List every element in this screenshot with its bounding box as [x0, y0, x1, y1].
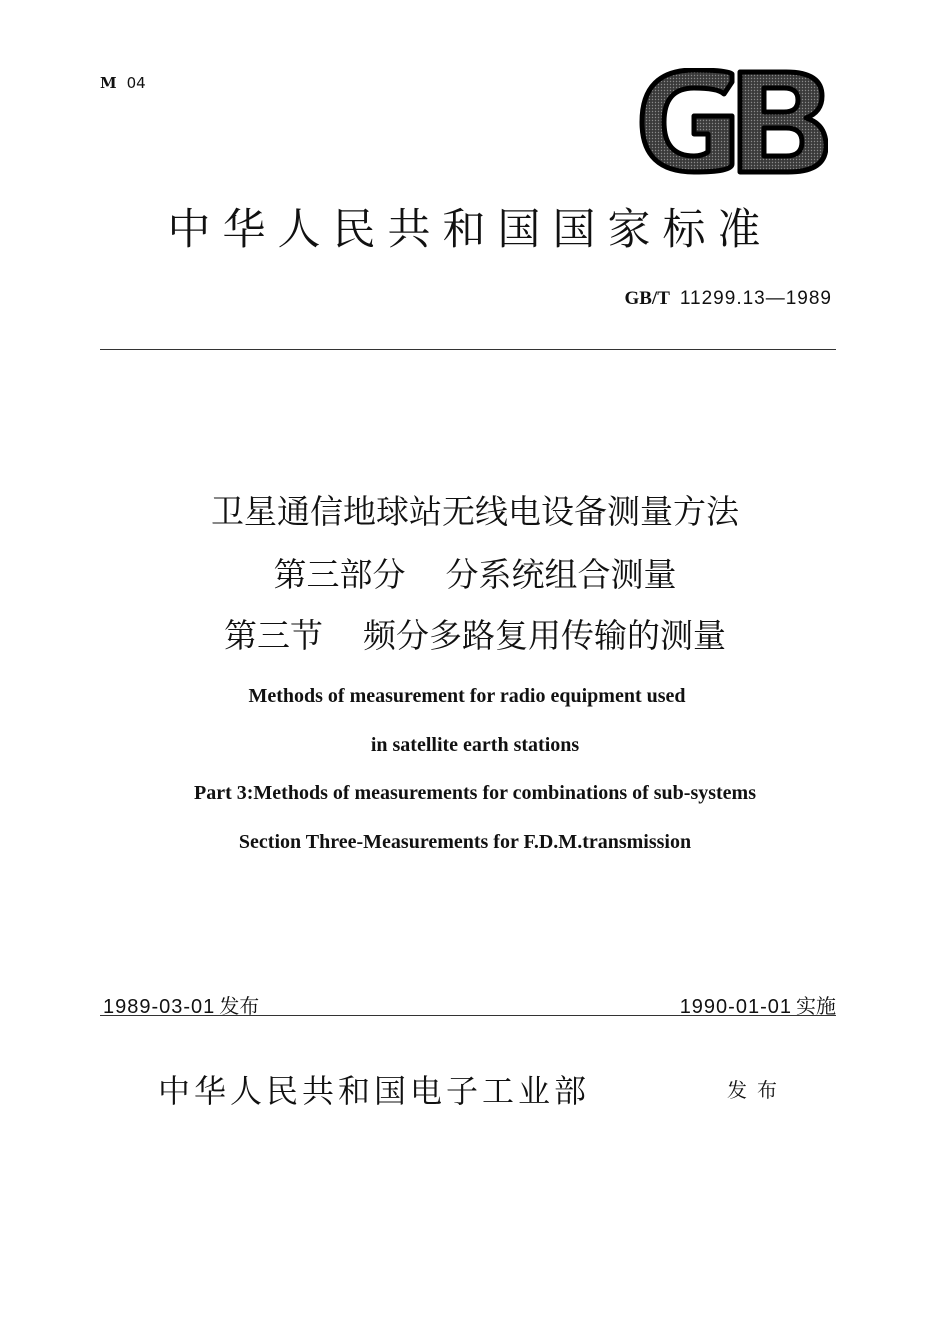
issuing-authority: 中华人民共和国电子工业部 — [158, 1072, 591, 1110]
part-label: 第三部分 — [273, 555, 406, 594]
classification-number: 04 — [126, 74, 146, 92]
chinese-title-line-2 — [0, 549, 950, 596]
section-title: 频分多路复用传输的测量 — [363, 616, 726, 655]
bottom-divider — [100, 1015, 836, 1016]
gb-logo — [636, 68, 828, 176]
chinese-title-line-3 — [0, 610, 950, 657]
english-title-line-3: Part 3:Methods of measurements for combinations of sub-systems — [194, 782, 756, 804]
national-standard-title: 中华人民共和国国家标准 — [167, 205, 773, 255]
effective-date-label: 实施 — [796, 994, 836, 1018]
english-title-line-4: Section Three-Measurements for F.D.M.transmission — [238, 831, 692, 853]
classification-letter: M — [100, 74, 117, 92]
top-divider — [100, 349, 836, 350]
standard-number-value: 11299.13—1989 — [679, 288, 832, 309]
issue-date-value: 1989-03-01 — [103, 996, 216, 1018]
standard-number-prefix: GB/T — [624, 288, 670, 309]
issuing-action: 发布 — [727, 1078, 787, 1102]
classification-code — [100, 74, 146, 92]
section-label: 第三节 — [224, 616, 323, 655]
english-title-line-1: Methods of measurement for radio equipment used — [248, 685, 686, 707]
chinese-title-line-1: 卫星通信地球站无线电设备测量方法 — [211, 492, 739, 531]
effective-date-value: 1990-01-01 — [679, 996, 792, 1018]
standard-number — [624, 288, 832, 310]
english-title-line-2: in satellite earth stations — [370, 734, 580, 756]
issue-date-label: 发布 — [219, 994, 260, 1018]
part-title: 分系统组合测量 — [445, 555, 677, 594]
